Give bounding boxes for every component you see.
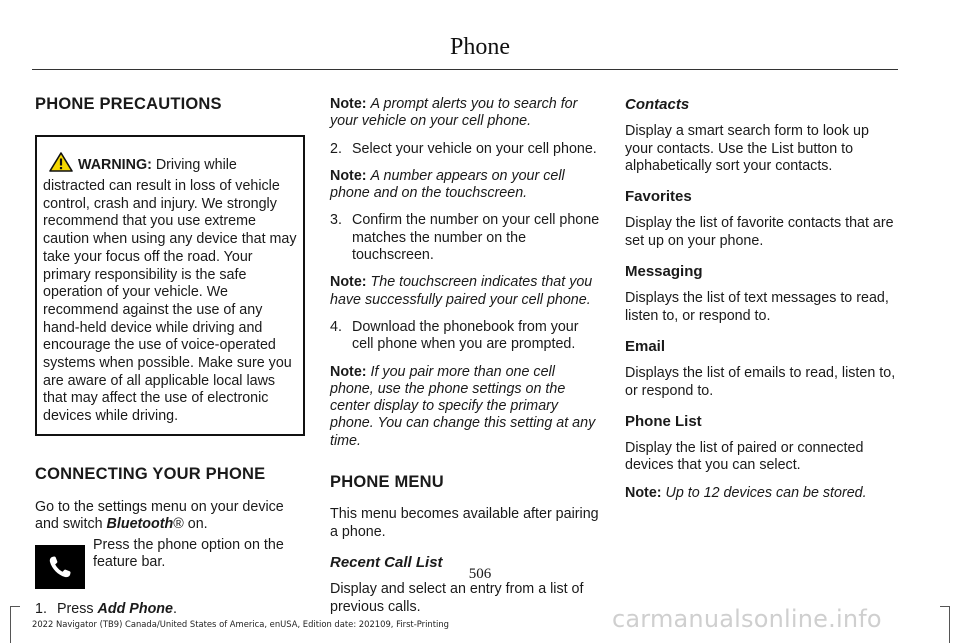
- connect-intro: [35, 499, 305, 534]
- step-1: [35, 601, 305, 618]
- note-label: Note:: [625, 484, 662, 501]
- step-text: [57, 601, 305, 618]
- step1-pre: Press: [57, 600, 94, 617]
- step-2: [330, 141, 602, 158]
- step-text: Select your vehicle on your cell phone.: [352, 140, 597, 157]
- column-middle: [330, 96, 602, 616]
- step1-post: .: [172, 600, 177, 617]
- note-label: Note:: [330, 96, 367, 112]
- phone-option-text: Press the phone option on the feature bar.: [93, 536, 284, 571]
- bluetooth-term: Bluetooth: [106, 516, 174, 533]
- page-number: 506: [468, 566, 492, 582]
- connect-intro-post: ® on.: [173, 516, 208, 533]
- messaging-text: Displays the list of text messages to read, listen to, or respond to.: [625, 290, 889, 324]
- subheading-phone-list: Phone List: [625, 412, 702, 430]
- menu-intro: This menu becomes available after pairing a phone.: [330, 506, 599, 540]
- subheading-messaging: Messaging: [625, 263, 703, 281]
- subheading-contacts: Contacts: [625, 96, 690, 113]
- warning-label: WARNING:: [78, 157, 152, 174]
- favorites-text: Display the list of favorite contacts that are set up on your phone.: [625, 215, 894, 249]
- note-text: A number appears on your cell phone and on the touchscreen.: [330, 167, 565, 202]
- column-right: [625, 96, 897, 502]
- edition-info: 2022 Navigator (TB9) Canada/United States of America, enUSA, Edition date: 202109, First-Printing: [32, 619, 449, 629]
- warning-box: [35, 135, 305, 436]
- note-label: Note:: [330, 274, 367, 291]
- step-text: Confirm the number on your cell phone matches the number on the touchscreen.: [352, 212, 600, 264]
- contacts-text: Display a smart search form to look up your contacts. Use the List button to alphabetically sort your contacts.: [625, 123, 869, 174]
- step-number: 2.: [330, 140, 342, 157]
- connect-intro-pre: Go to the settings menu on your device and switch: [35, 499, 284, 533]
- crop-mark: [10, 606, 11, 643]
- crop-mark: [949, 606, 950, 643]
- section-heading-connecting: CONNECTING YOUR PHONE: [35, 464, 266, 483]
- warning-triangle-icon: [49, 152, 73, 178]
- note-text: If you pair more than one cell phone, use the phone settings on the center display to specify the primary phone. You can change this setting at any time.: [330, 363, 596, 449]
- step-4: [330, 319, 602, 354]
- header-divider: [32, 69, 898, 70]
- note-text: The touchscreen indicates that you have successfully paired your cell phone.: [330, 274, 593, 308]
- note-text: Up to 12 devices can be stored.: [665, 484, 867, 501]
- crop-mark: [940, 606, 950, 607]
- step-3: [330, 212, 602, 264]
- phone-list-text: Display the list of paired or connected devices that you can select.: [625, 440, 864, 474]
- recent-calls-text: Display and select an entry from a list of previous calls.: [330, 581, 584, 615]
- add-phone-term: Add Phone: [97, 600, 173, 617]
- note-2: [330, 168, 602, 203]
- warning-text: Driving while distracted can result in loss of vehicle control, crash and injury. We strongly recommend that you use extreme caution when using any device that may take your focus off the road. Your primary responsibility is the safe operation of your vehicle. We recommend against the use of any hand-held device while driving and encourage the use of voice-operated systems when possible. Make sure you are aware of all applicable local laws that may affect the use of electronic devices while driving.: [43, 157, 297, 425]
- note-label: Note:: [330, 363, 367, 380]
- step-number: 1.: [35, 600, 47, 617]
- section-heading-precautions: PHONE PRECAUTIONS: [35, 95, 222, 113]
- page-title: Phone: [450, 34, 510, 60]
- note-3: [330, 274, 602, 309]
- note-4: [330, 364, 602, 450]
- section-heading-phone-menu: PHONE MENU: [330, 473, 444, 492]
- email-text: Displays the list of emails to read, listen to, or respond to.: [625, 365, 896, 399]
- step-number: 3.: [330, 212, 342, 229]
- column-left: [35, 96, 305, 618]
- subheading-recent-calls: Recent Call List: [330, 553, 443, 571]
- note-1: [330, 96, 602, 131]
- note-text: A prompt alerts you to search for your vehicle on your cell phone.: [330, 96, 578, 130]
- step-number: 4.: [330, 318, 342, 335]
- note-5: [625, 485, 897, 502]
- subheading-email: Email: [625, 337, 666, 355]
- subheading-favorites: Favorites: [625, 188, 692, 206]
- note-label: Note:: [330, 167, 367, 184]
- step-text: Download the phonebook from your cell phone when you are prompted.: [352, 318, 579, 353]
- watermark: carmanualsonline.info: [612, 605, 882, 633]
- crop-mark: [10, 606, 20, 607]
